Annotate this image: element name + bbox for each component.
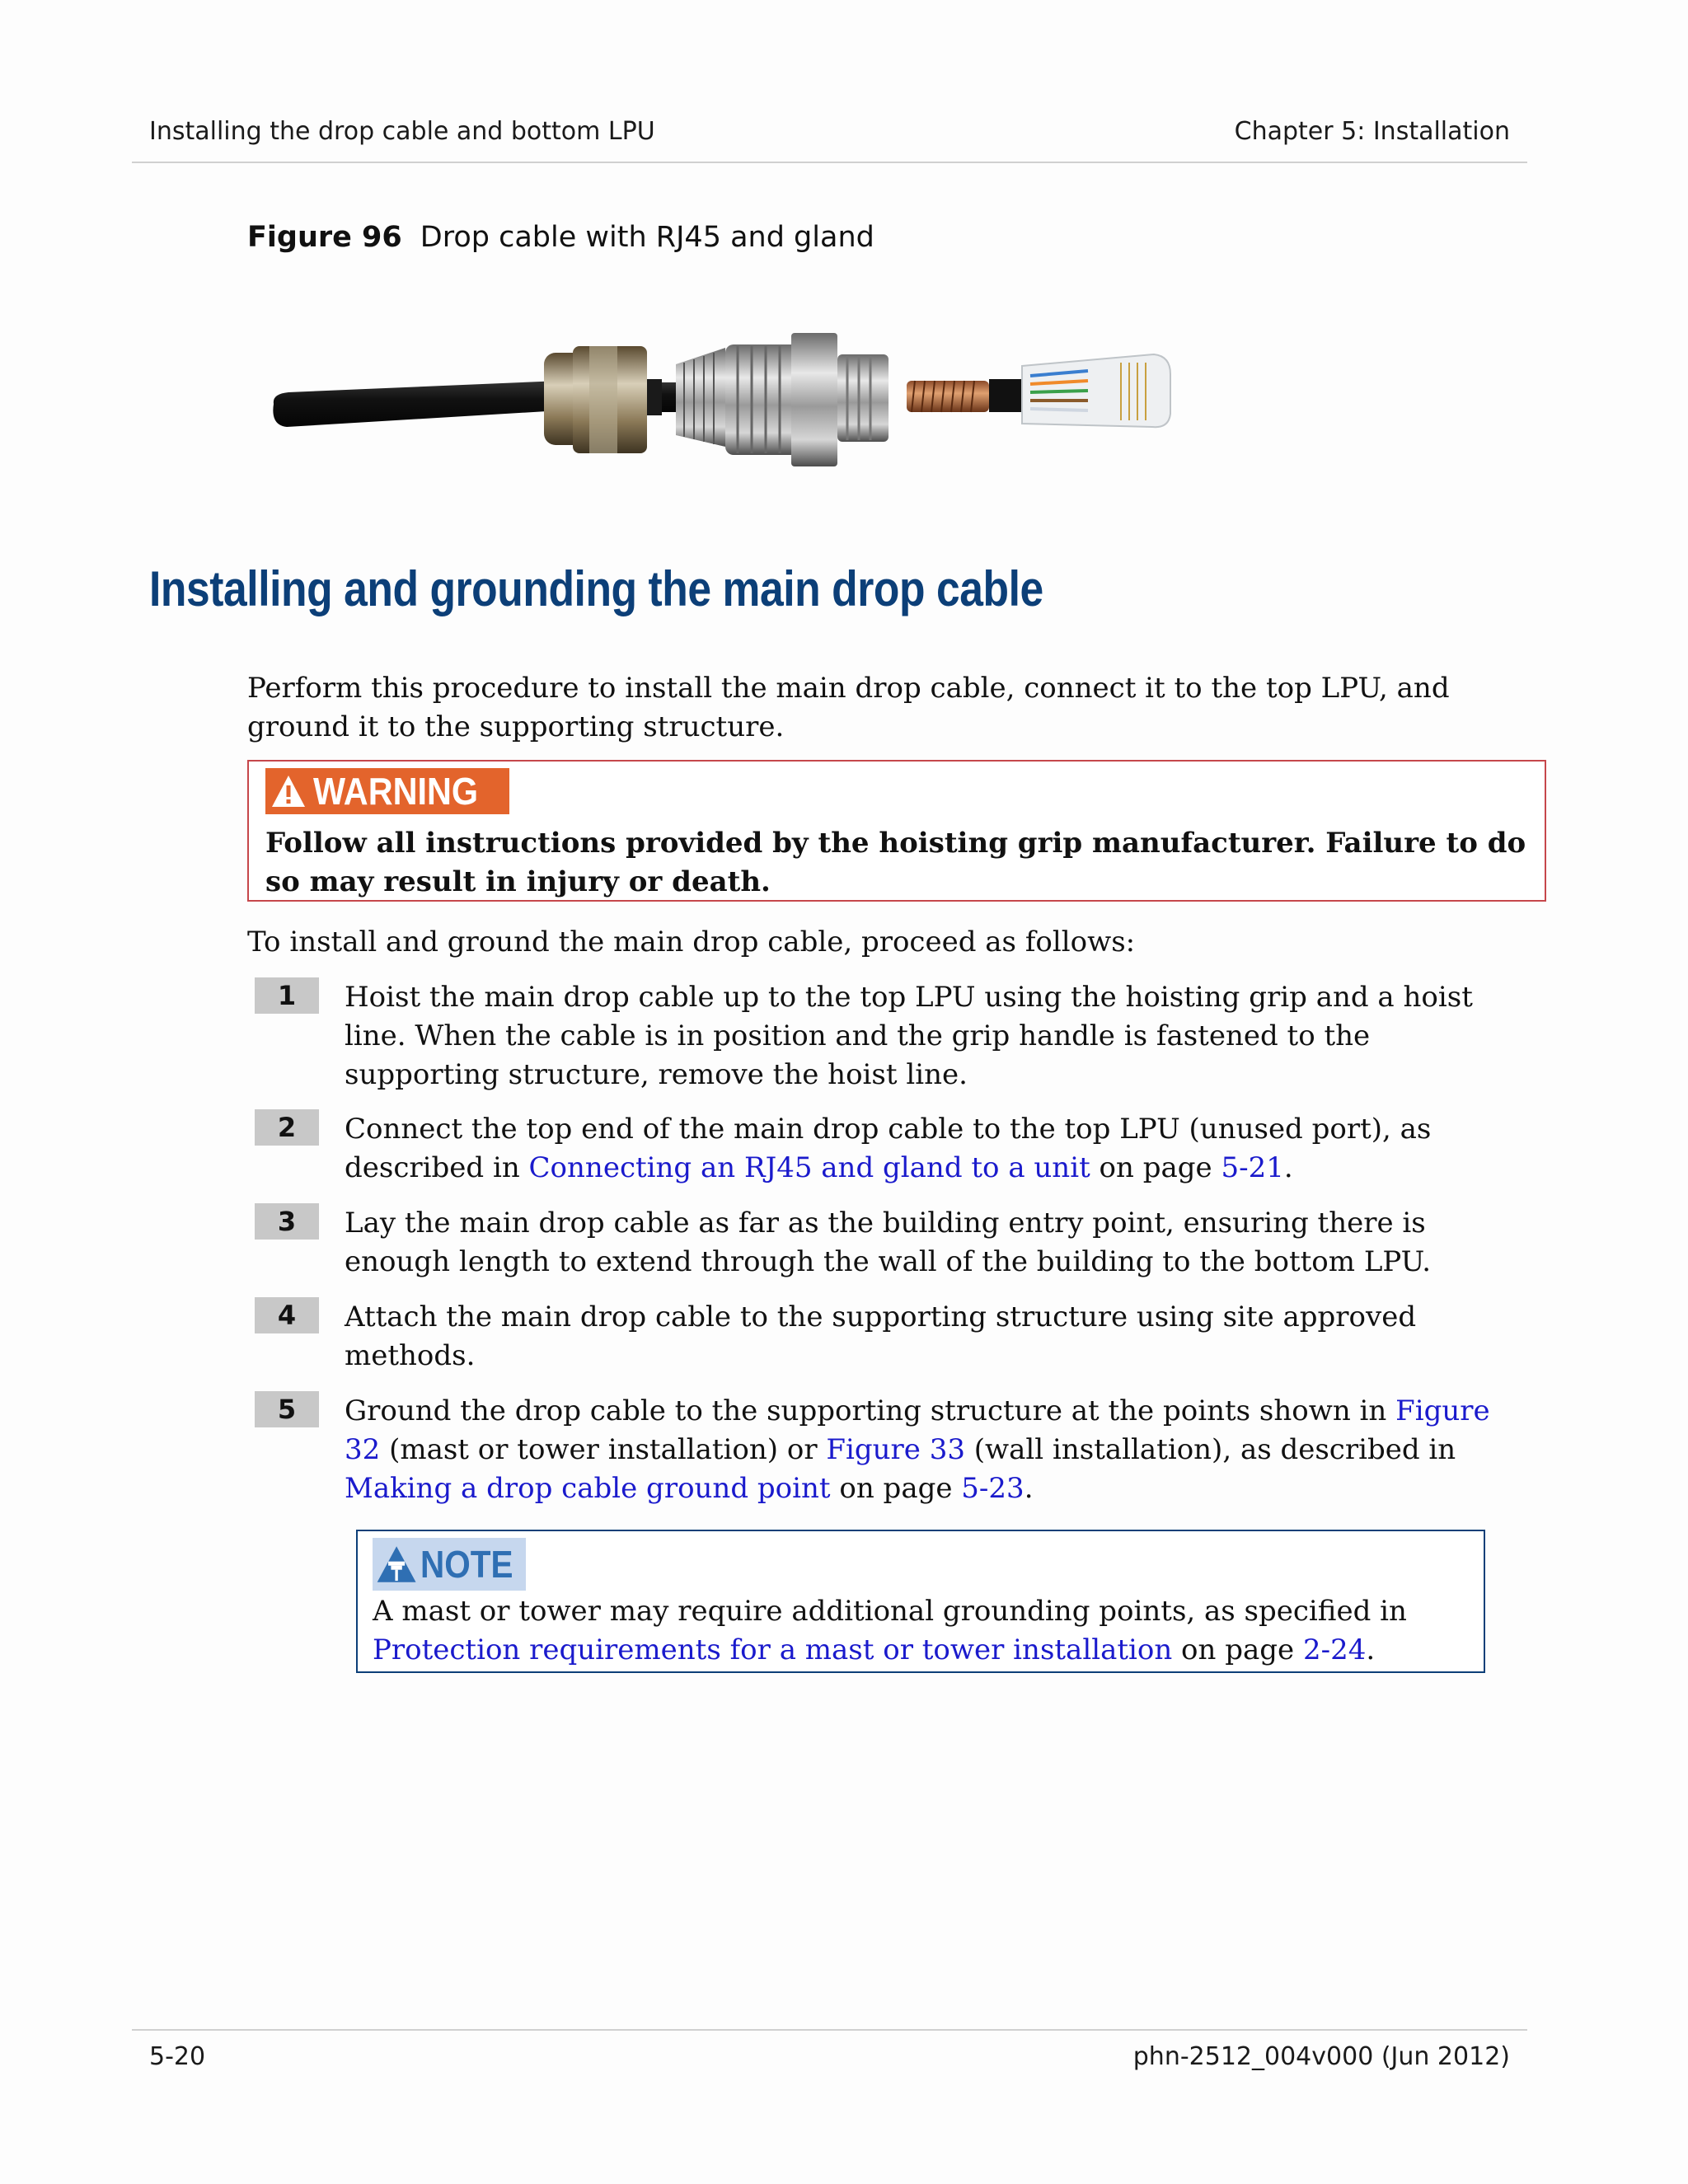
warning-label: WARNING — [313, 770, 479, 813]
figure-caption-text: Drop cable with RJ45 and gland — [420, 221, 874, 254]
step-number: 3 — [255, 1203, 319, 1240]
warning-badge — [265, 768, 509, 814]
link-connecting-rj45[interactable]: Connecting an RJ45 and gland to a unit — [528, 1151, 1090, 1184]
procedure-lead: To install and ground the main drop cable, proceed as follows: — [247, 926, 1136, 958]
step-text-segment: on page — [830, 1472, 962, 1505]
link-page-2-24[interactable]: 2-24 — [1302, 1633, 1367, 1666]
step-number: 5 — [255, 1391, 319, 1427]
intro-paragraph: Perform this procedure to install the main drop cable, connect it to the top LPU, and ground it to the supporting structure. — [247, 672, 1450, 743]
warning-text: Follow all instructions provided by the hoisting grip manufacturer. Failure to do so may result in injury or death. — [265, 827, 1526, 898]
step-text — [345, 1110, 1498, 1188]
figure-caption — [247, 221, 874, 254]
step-text: Lay the main drop cable as far as the building entry point, ensuring there is enough length to extend through the wall of the building to the bottom LPU. — [345, 1207, 1432, 1278]
step-text — [345, 1392, 1498, 1508]
step-text-segment: (mast or tower installation) or — [380, 1433, 827, 1466]
note-pin-icon — [376, 1541, 417, 1587]
step-text: Hoist the main drop cable up to the top LPU using the hoisting grip and a hoist line. When the cable is in position and the grip handle is fastened to the supporting structure, remove the hoist line. — [345, 981, 1473, 1091]
note-label: NOTE — [420, 1543, 513, 1586]
note-text-segment: A mast or tower may require additional grounding points, as specified in — [373, 1595, 1407, 1628]
running-header-title: Installing the drop cable and bottom LPU — [149, 117, 655, 146]
page-number: 5-20 — [149, 2042, 206, 2071]
link-figure-32[interactable]: Figure 32 — [345, 1394, 1490, 1466]
step-text: Attach the main drop cable to the supporting structure using site approved methods. — [345, 1301, 1417, 1372]
step-text-segment: on page — [1090, 1151, 1221, 1184]
figure-number: Figure 96 — [247, 221, 402, 254]
warning-box — [247, 760, 1546, 902]
footer-divider — [132, 2029, 1527, 2031]
link-page-5-23[interactable]: 5-23 — [961, 1472, 1025, 1505]
header-divider — [132, 162, 1527, 163]
document-id: phn-2512_004v000 (Jun 2012) — [1132, 2042, 1510, 2071]
drop-cable-photo — [264, 321, 1179, 486]
step-text-segment: Connect the top end of the main drop cable to the top LPU (unused port), as described in — [345, 1113, 1432, 1184]
note-text-segment: . — [1366, 1633, 1376, 1666]
note-badge — [373, 1538, 526, 1591]
link-page-5-21[interactable]: 5-21 — [1221, 1151, 1284, 1184]
step-text-segment: (wall installation), as described in — [964, 1433, 1456, 1466]
step-number: 4 — [255, 1297, 319, 1333]
step-number: 1 — [255, 977, 319, 1014]
note-text — [373, 1592, 1469, 1670]
step-text-segment: Ground the drop cable to the supporting structure at the points shown in — [345, 1394, 1396, 1427]
step-text-segment: . — [1283, 1151, 1293, 1184]
link-protection-requirements[interactable]: Protection requirements for a mast or tower installation — [373, 1633, 1173, 1666]
running-header-chapter: Chapter 5: Installation — [1234, 117, 1510, 146]
section-title: Installing and grounding the main drop cable — [149, 561, 1043, 616]
step-number: 2 — [255, 1109, 319, 1146]
link-making-ground-point[interactable]: Making a drop cable ground point — [345, 1472, 831, 1505]
link-figure-33[interactable]: Figure 33 — [826, 1433, 965, 1466]
warning-triangle-icon — [270, 774, 307, 808]
note-box — [356, 1530, 1485, 1673]
note-text-segment: on page — [1172, 1633, 1303, 1666]
step-text-segment: . — [1024, 1472, 1034, 1505]
